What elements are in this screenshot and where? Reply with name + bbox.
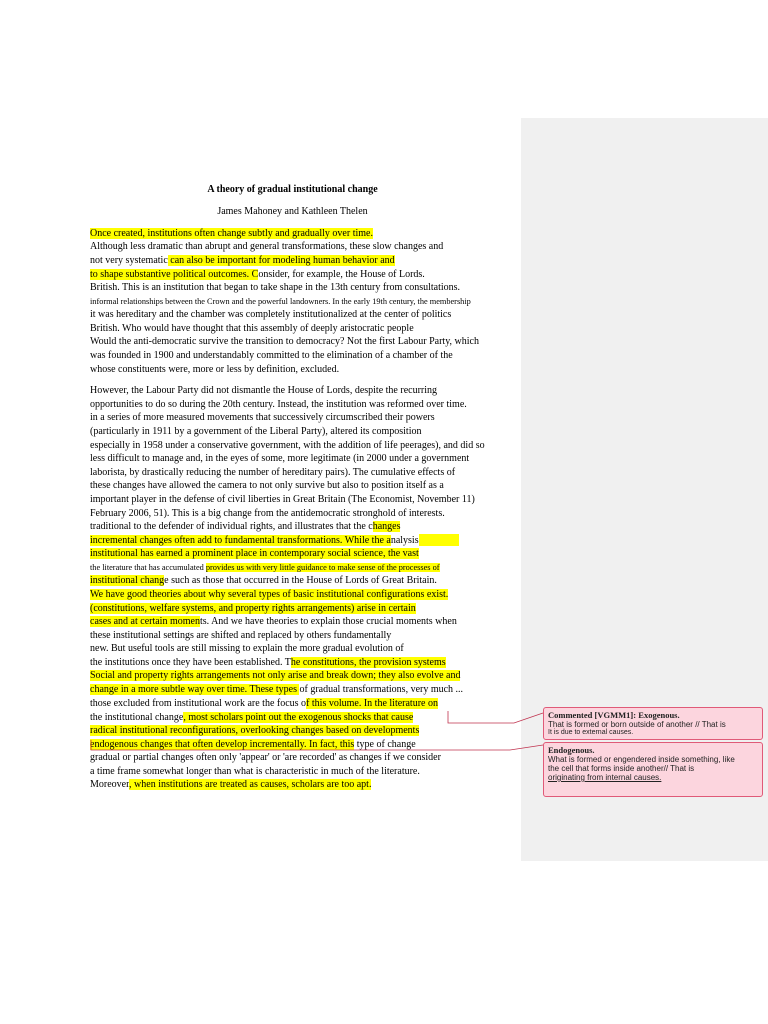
text-line: Although less dramatic than abrupt and general transformations, these slow changes and [90,241,444,252]
text-line: in a series of more measured movements that successively circumscribed their powers [90,412,435,423]
comment-body-2: It is due to external causes. [548,729,634,736]
highlighted-text: (constitutions, welfare systems, and property rights arrangements) arise in certain [90,603,416,614]
text-line: cases and at certain moments. And we have theories to explain those crucial moments when [90,616,457,627]
text-line: incremental changes often add to fundamental transformations. While the analysis [90,534,459,548]
text-line: traditional to the defender of individual rights, and illustrates that the changes [90,521,401,532]
highlighted-text: Social and property rights arrangements not only arise and break down; they also evolve and [90,670,461,681]
text-line: these changes have allowed the camera to not only survive but also to position itself as a [90,480,444,491]
text-line: a time frame somewhat longer than what is characteristic in much of the literature. [90,766,420,777]
text-line [90,227,373,241]
highlighted-text: institutional chang [90,575,165,586]
highlighted-text: endogenous changes that often develop incrementally. In fact, this [90,739,355,750]
highlight-trail [419,534,459,546]
highlighted-text: change in a more subtle way over time. These types [90,684,300,695]
text-line: the institutional change, most scholars point out the exogenous shocks that cause [90,712,414,723]
text-line: especially in 1958 under a conservative government, with the addition of life peerages), and did so [90,440,485,451]
comment-body-2: the cell that forms inside another// That is [548,764,695,773]
highlighted-text: to shape substantive political outcomes. C [90,269,259,280]
highlighted-text: f this volume. In the literature on [306,698,438,709]
comment-endogenous[interactable] [543,742,763,797]
text-line: British. Who would have thought that this assembly of deeply aristocratic people [90,323,414,334]
text-line: (particularly in 1911 by a government of the Liberal Party), altered its composition [90,426,422,437]
document-authors: James Mahoney and Kathleen Thelen [217,206,368,217]
text-line: institutional change such as those that occurred in the House of Lords of Great Britain. [90,575,437,586]
highlighted-text: , when institutions are treated as causes, scholars are too apt. [129,779,372,790]
text-line: less difficult to manage and, in the eyes of some, more legitimate (in 2000 under a government [90,453,470,464]
text-line: was founded in 1900 and understandably committed to the elimination of a chamber of the [90,350,453,361]
text-line: gradual or partial changes often only 'appear' or 'are recorded' as changes if we consider [90,752,441,763]
highlighted-text: can also be important for modeling human behavior and [167,255,395,266]
text-line: opportunities to do so during the 20th century. Instead, the institution was reformed over time. [90,399,467,410]
text-line: to shape substantive political outcomes. Consider, for example, the House of Lords. [90,269,425,280]
highlighted-text: provides us with very little guidance to make sense of the processes of [205,563,440,572]
comment-term: Exogenous. [638,710,680,720]
text-line: new. But useful tools are still missing to explain the more gradual evolution of [90,643,404,654]
highlighted-text: incremental changes often add to fundamental transformations. While the a [90,535,391,546]
comment-exogenous[interactable] [543,707,763,740]
text-line [90,602,416,616]
text-line: it was hereditary and the chamber was completely institutionalized at the center of politics [90,309,452,320]
text-line: However, the Labour Party did not dismantle the House of Lords, despite the recurring [90,385,438,396]
comment-author: Commented [VGMM1]: [548,710,637,720]
comment-body: That is formed or born outside of another // That is [548,720,726,729]
highlighted-text: We have good theories about why several types of basic institutional configurations exist. [90,589,449,600]
text-line: those excluded from institutional work are the focus of this volume. In the literature on [90,698,438,709]
highlighted-text: radical institutional reconfigurations, overlooking changes based on developments [90,725,420,736]
text-line: important player in the defense of civil liberties in Great Britain (The Economist, November 11) [90,494,475,505]
text-line: the literature that has accumulated provides us with very little guidance to make sense of the processes of [90,563,440,572]
highlighted-text: he constitutions, the provision systems [290,657,446,668]
text-line: not very systematic can also be important for modeling human behavior and [90,255,395,266]
text-line: endogenous changes that often develop incrementally. In fact, this type of change [90,739,416,750]
highlighted-text: , most scholars point out the exogenous shocks that cause [183,712,414,723]
highlighted-text: cases and at certain momen [90,616,200,627]
comment-body-3: originating from internal causes. [548,773,662,782]
text-line [90,724,419,738]
text-line: British. This is an institution that began to take shape in the 13th century from consultations. [90,282,461,293]
text-line: the institutions once they have been established. The constitutions, the provision systems [90,657,446,668]
highlighted-text: hanges [372,521,401,532]
text-line: Moreover, when institutions are treated as causes, scholars are too apt. [90,779,372,790]
document-title: A theory of gradual institutional change [207,184,378,195]
text-line: these institutional settings are shifted and replaced by others fundamentally [90,630,392,641]
text-line [90,547,419,561]
text-line: Would the anti-democratic survive the transition to democracy? Not the first Labour Party, which [90,336,479,347]
highlighted-text: institutional has earned a prominent place in contemporary social science, the vast [90,548,419,559]
text-line: informal relationships between the Crown and the powerful landowners. In the early 19th century, the membership [90,297,471,306]
text-line: change in a more subtle way over time. These types of gradual transformations, very much ... [90,684,464,695]
text-line: February 2006, 51). This is a big change from the antidemocratic stronghold of interests. [90,508,445,519]
text-line: whose constituents were, more or less by definition, excluded. [90,364,340,375]
text-line [90,588,448,602]
comment-term: Endogenous. [548,745,595,755]
highlighted-text: Once created, institutions often change subtly and gradually over time. [90,228,373,239]
comment-body: What is formed or engendered inside something, like [548,755,735,764]
text-line [90,669,460,683]
text-line: laborista, by drastically reducing the number of hereditary pairs). The cumulative effects of [90,467,456,478]
